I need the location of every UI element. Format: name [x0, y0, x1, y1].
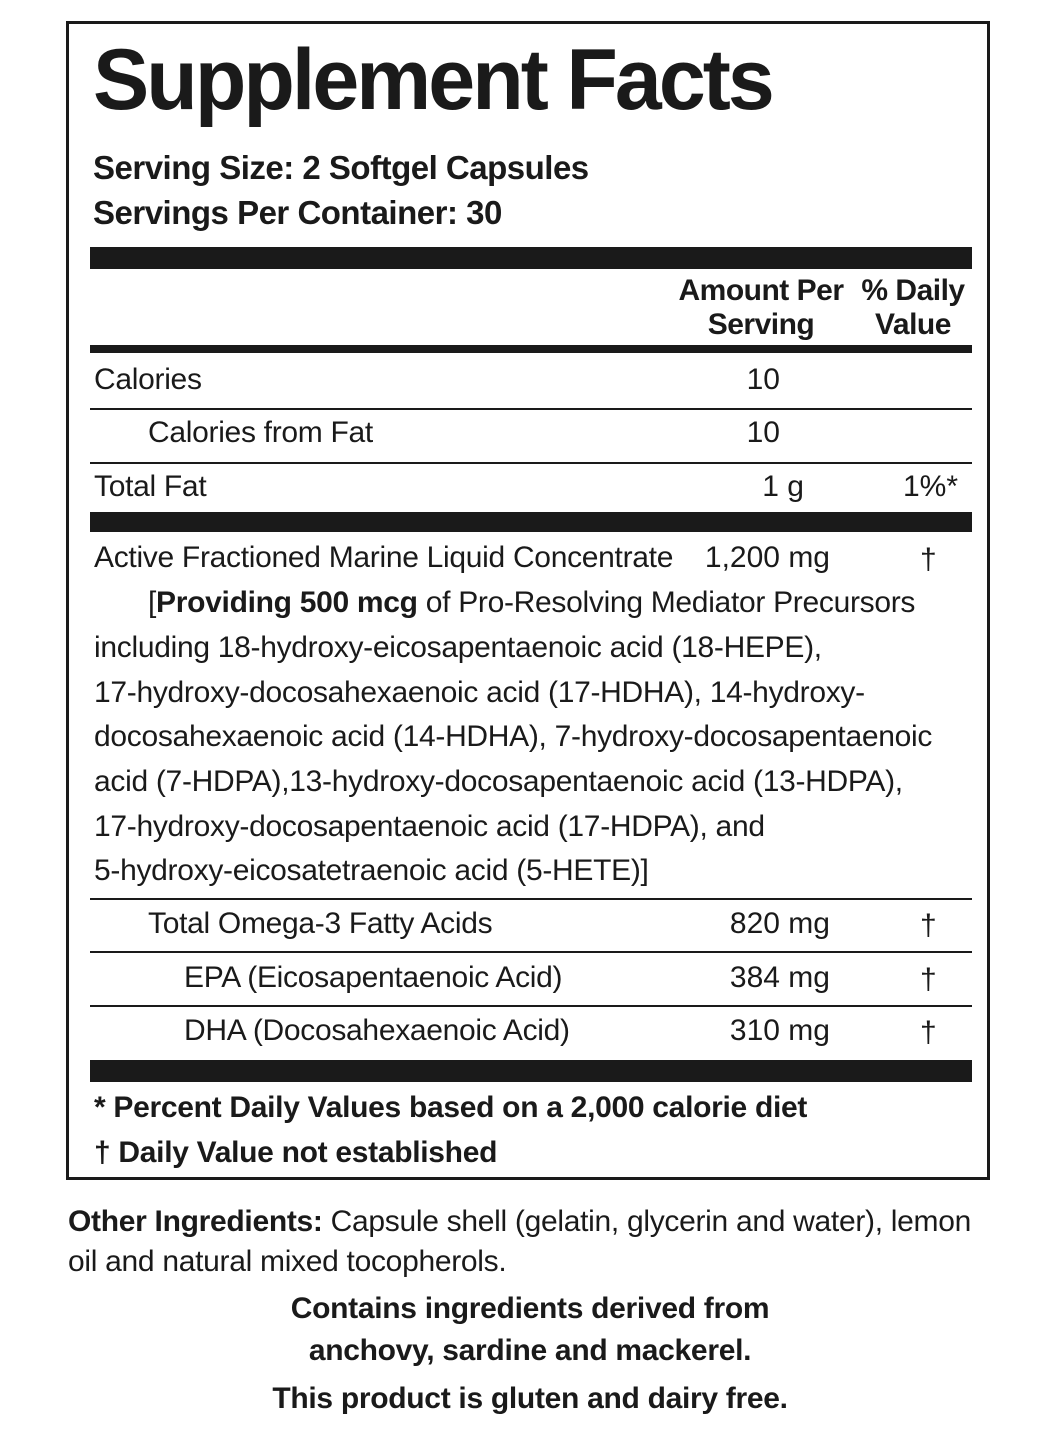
row-amount: 384 mg — [729, 961, 830, 994]
allergen-line-2: anchovy, sardine and mackerel. — [308, 1334, 752, 1367]
servings-per-container: Servings Per Container: 30 — [93, 194, 502, 231]
row-name: Total Fat — [94, 470, 207, 503]
row-amount: 820 mg — [729, 907, 830, 940]
serving-size: Serving Size: 2 Softgel Capsules — [93, 149, 589, 186]
row-divider — [90, 408, 972, 410]
panel-title: Supplement Facts — [93, 32, 772, 128]
row-name: Calories from Fat — [148, 416, 373, 449]
row-amount: 10 — [746, 416, 780, 449]
description-line: 17-hydroxy-docosapentaenoic acid (17-HDPA), and — [94, 810, 765, 843]
allergen-line-1: Contains ingredients derived from — [290, 1292, 770, 1325]
gluten-dairy-free-statement: This product is gluten and dairy free. — [272, 1382, 788, 1415]
thick-divider — [90, 247, 972, 269]
dagger-mark: † — [920, 963, 937, 996]
description-line: acid (7-HDPA),13-hydroxy-docosapentaenoic acid (13-HDPA), — [94, 765, 903, 798]
description-line: 17-hydroxy-docosahexaenoic acid (17-HDHA), 14-hydroxy- — [94, 676, 865, 709]
row-name: DHA (Docosahexaenoic Acid) — [184, 1014, 570, 1047]
row-divider — [90, 898, 972, 900]
row-name: Calories — [94, 363, 202, 396]
description-line: 5-hydroxy-eicosatetraenoic acid (5-HETE)] — [94, 854, 649, 887]
row-amount: 10 — [746, 363, 780, 396]
row-amount: 310 mg — [729, 1014, 830, 1047]
footnote-daily-values: * Percent Daily Values based on a 2,000 calorie diet — [94, 1091, 808, 1124]
footnote-dagger: † Daily Value not established — [94, 1136, 498, 1169]
row-name: EPA (Eicosapentaenoic Acid) — [184, 961, 563, 994]
row-divider — [90, 951, 972, 953]
row-divider — [90, 462, 972, 464]
dagger-mark: † — [920, 543, 937, 576]
row-name: Total Omega-3 Fatty Acids — [148, 907, 493, 940]
amount-per-serving-header: Amount Per Serving — [678, 274, 844, 341]
row-amount: 1 g — [762, 470, 804, 503]
other-ingredients: Other Ingredients: Capsule shell (gelatin, glycerin and water), lemon oil and natural mixed tocopherols. — [68, 1205, 971, 1278]
active-ingredient-name: Active Fractioned Marine Liquid Concentrate — [94, 541, 674, 574]
dagger-mark: † — [920, 909, 937, 942]
row-daily-value: 1%* — [902, 470, 958, 503]
description-line: including 18-hydroxy-eicosapentaenoic acid (18-HEPE), — [94, 631, 822, 664]
dagger-mark: † — [920, 1016, 937, 1049]
thick-divider — [90, 512, 972, 532]
daily-value-header: % Daily Value — [861, 274, 965, 341]
row-divider — [90, 1005, 972, 1007]
thick-divider — [90, 1060, 972, 1082]
active-ingredient-description: [Providing 500 mcg of Pro-Resolving Mediator Precursors — [148, 586, 916, 619]
description-line: docosahexaenoic acid (14-HDHA), 7-hydroxy-docosapentaenoic — [94, 720, 933, 753]
active-ingredient-amount: 1,200 mg — [704, 541, 830, 574]
medium-divider — [90, 345, 972, 353]
